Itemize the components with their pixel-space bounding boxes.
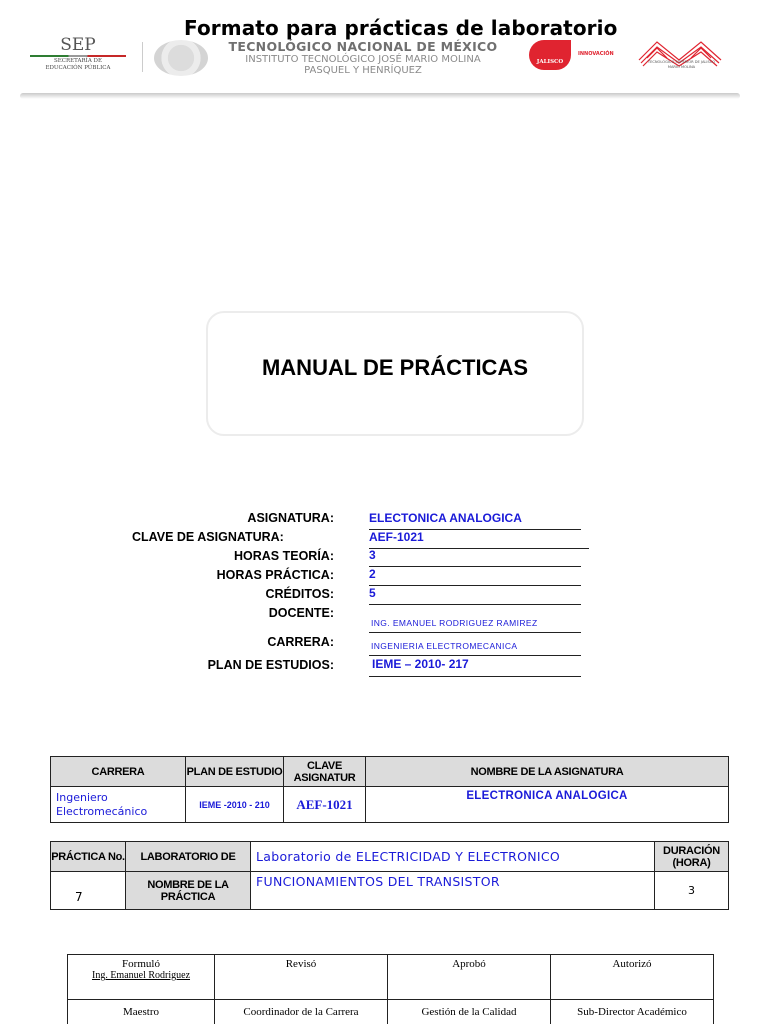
asignatura-label: ASIGNATURA: bbox=[247, 511, 334, 525]
signatures-table bbox=[67, 954, 714, 1024]
creditos-label: CRÉDITOS: bbox=[265, 587, 334, 601]
header-laboratorio: LABORATORIO DE bbox=[126, 842, 251, 872]
tecnm-line-1: TECNOLÓGICO NACIONAL DE MÉXICO bbox=[228, 39, 498, 54]
sig-reviso: Revisó bbox=[215, 955, 388, 1000]
signatures-roles-row bbox=[68, 1000, 714, 1024]
horas-practica-value: 2 bbox=[369, 567, 581, 586]
cell-clave: AEF-1021 bbox=[284, 787, 366, 823]
header-plan: PLAN DE ESTUDIO bbox=[186, 757, 284, 787]
header-divider bbox=[142, 42, 143, 72]
sep-logo-subtitle-2: EDUCACIÓN PÚBLICA bbox=[45, 65, 111, 71]
sep-logo-rule bbox=[30, 55, 126, 57]
manual-title: MANUAL DE PRÁCTICAS bbox=[261, 355, 529, 380]
sig-formulo-label: Formuló bbox=[122, 958, 160, 970]
tsj-line-2: MARIO MOLINA bbox=[667, 65, 696, 69]
subject-table-row bbox=[51, 787, 729, 823]
cell-nombre-practica: FUNCIONAMIENTOS DEL TRANSISTOR bbox=[251, 872, 655, 910]
role-maestro: Maestro bbox=[68, 1000, 215, 1024]
mexico-seal-icon bbox=[154, 40, 208, 76]
manual-title-box bbox=[206, 311, 584, 436]
plan-label: PLAN DE ESTUDIOS: bbox=[207, 658, 334, 672]
tsj-logo-text bbox=[624, 60, 739, 70]
jalisco-logo bbox=[529, 40, 571, 70]
clave-value: AEF-1021 bbox=[369, 530, 589, 549]
tecnm-line-2: INSTITUTO TECNOLÓGICO JOSÉ MARIO MOLINA bbox=[245, 54, 481, 65]
clave-label: CLAVE DE ASIGNATURA: bbox=[132, 530, 284, 544]
role-subdirector: Sub-Director Académico bbox=[551, 1000, 714, 1024]
horas-practica-label: HORAS PRÁCTICA: bbox=[216, 568, 334, 582]
horas-teoria-value: 3 bbox=[369, 548, 581, 567]
practice-table-row-2 bbox=[51, 872, 729, 910]
header-clave: CLAVE ASIGNATUR bbox=[284, 757, 366, 787]
cell-duracion: 3 bbox=[655, 872, 729, 910]
sig-formulo bbox=[68, 955, 215, 1000]
role-coordinador: Coordinador de la Carrera bbox=[215, 1000, 388, 1024]
document-title: Formato para prácticas de laboratorio bbox=[184, 16, 618, 40]
jalisco-logo-label: JALISCO bbox=[536, 59, 564, 65]
signatures-header-row bbox=[68, 955, 714, 1000]
cell-laboratorio: Laboratorio de ELECTRICIDAD Y ELECTRONICO bbox=[251, 842, 655, 872]
sig-formulo-name: Ing. Emanuel Rodriguez bbox=[91, 970, 191, 981]
cell-practica-no: 7 bbox=[51, 872, 126, 910]
sig-autorizo: Autorizó bbox=[551, 955, 714, 1000]
header-duracion: DURACIÓN (HORA) bbox=[655, 842, 729, 872]
role-gestion-calidad: Gestión de la Calidad bbox=[388, 1000, 551, 1024]
header-nombre: NOMBRE DE LA ASIGNATURA bbox=[366, 757, 729, 787]
creditos-value: 5 bbox=[369, 586, 581, 605]
cell-nombre: ELECTRONICA ANALOGICA bbox=[366, 787, 729, 823]
sig-aprobo: Aprobó bbox=[388, 955, 551, 1000]
docente-label: DOCENTE: bbox=[268, 606, 334, 620]
innovacion-tag: INNOVACIÓN bbox=[578, 51, 614, 57]
header-shadow-rule bbox=[20, 93, 740, 99]
carrera-label: CARRERA: bbox=[267, 635, 334, 649]
plan-value: IEME – 2010- 217 bbox=[369, 657, 581, 677]
tecnm-logo-text bbox=[218, 40, 508, 76]
header-practica-no: PRÁCTICA No. bbox=[51, 842, 126, 872]
sep-logo-name: SEP bbox=[60, 35, 96, 55]
cell-plan: IEME -2010 - 210 bbox=[186, 787, 284, 823]
header-carrera: CARRERA bbox=[51, 757, 186, 787]
asignatura-value: ELECTONICA ANALOGICA bbox=[369, 511, 581, 530]
document-header bbox=[0, 0, 768, 100]
tsj-line-1: TECNOLÓGICO SUPERIOR DE JALISCO bbox=[647, 60, 716, 64]
cell-carrera: Ingeniero Electromecánico bbox=[51, 787, 186, 823]
horas-teoria-label: HORAS TEORÍA: bbox=[234, 549, 334, 563]
practice-table-row-1 bbox=[51, 842, 729, 872]
sep-logo bbox=[28, 36, 128, 72]
carrera-value: INGENIERIA ELECTROMECANICA bbox=[369, 641, 581, 656]
tecnm-line-3: PASQUEL Y HENRÍQUEZ bbox=[304, 65, 422, 76]
practice-table bbox=[50, 841, 729, 910]
sep-logo-subtitle-1: SECRETARÍA DE bbox=[54, 58, 102, 64]
header-nombre-practica: NOMBRE DE LA PRÁCTICA bbox=[126, 872, 251, 910]
subject-table-header-row bbox=[51, 757, 729, 787]
subject-table bbox=[50, 756, 729, 823]
docente-value: ING. EMANUEL RODRIGUEZ RAMIREZ bbox=[369, 618, 581, 633]
